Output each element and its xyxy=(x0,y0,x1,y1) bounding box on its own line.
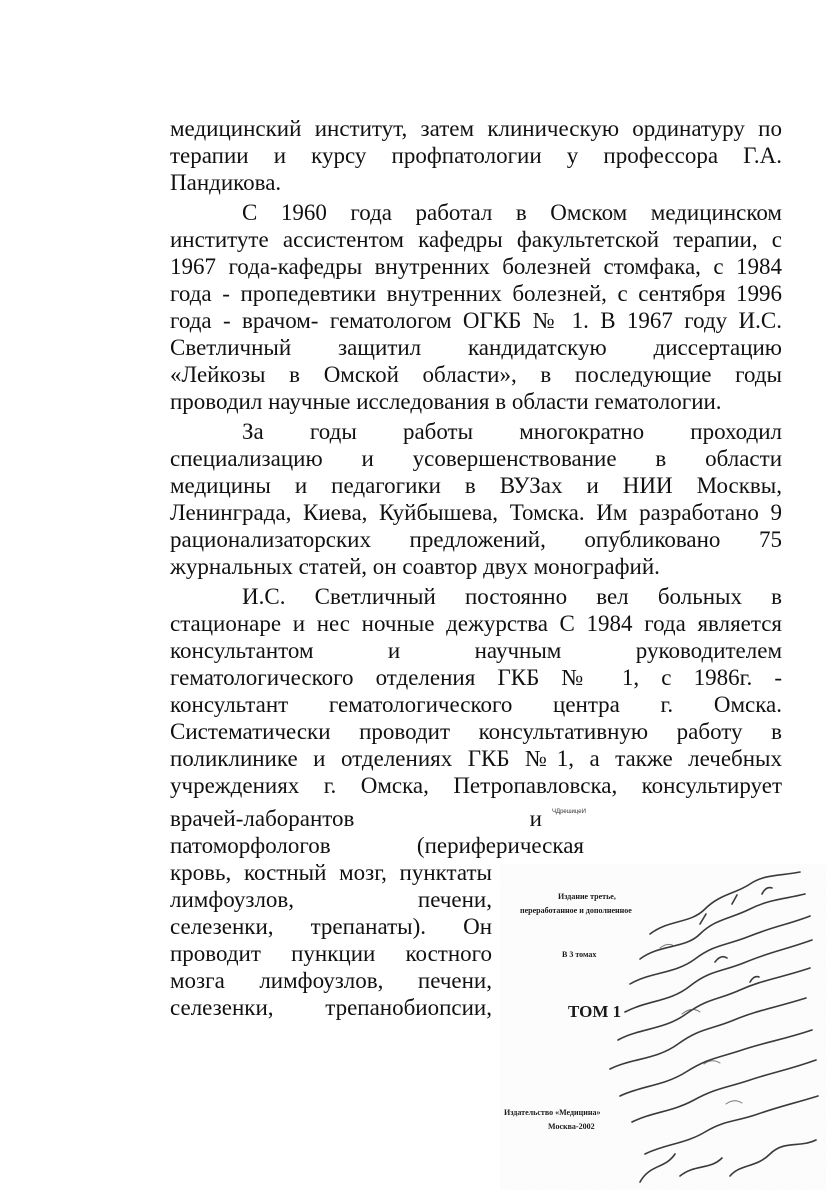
text-line: медицины и педагогики в ВУЗах и НИИ Москвы, xyxy=(170,473,782,498)
text-line: патоморфологов (периферическая xyxy=(170,833,584,858)
text-line: Систематически проводит консультативную работу в xyxy=(170,719,782,744)
text-line: И.С. Светличный постоянно вел больных в xyxy=(242,584,782,609)
text-line: институте ассистентом кафедры факультетской терапии, с xyxy=(170,227,782,252)
text-line: Ленинграда, Киева, Куйбышева, Томска. Им разработано 9 xyxy=(170,500,782,525)
text-line: проводит пункции костного xyxy=(170,941,492,966)
text-line: врачей-лаборантов и xyxy=(170,806,542,831)
text-line: года - врачом- гематологом ОГКБ № 1. В 1967 году И.С. xyxy=(170,308,782,333)
text-line: консультантом и научным руководителем xyxy=(170,638,782,663)
text-line: гематологического отделения ГКБ № 1, с 1986г. - xyxy=(170,665,782,690)
margin-note: ЧДрешицеИ xyxy=(552,809,586,815)
text-line: учреждениях г. Омска, Петропавловска, консультирует xyxy=(170,773,782,798)
text-line: лимфоузлов, печени, xyxy=(170,887,492,912)
text-line: журнальных статей, он соавтор двух монографий. xyxy=(170,554,660,579)
text-line: 1967 года-кафедры внутренних болезней стомфака, с 1984 xyxy=(170,254,782,279)
text-line: стационаре и нес ночные дежурства С 1984 года является xyxy=(170,611,782,636)
book-volume-title: ТОМ 1 xyxy=(568,1002,622,1021)
text-line: селезенки, трепанобиопсии, xyxy=(170,995,492,1020)
text-line: селезенки, трепанаты). Он xyxy=(170,914,492,939)
text-line: консультант гематологического центра г. Омска. xyxy=(170,692,782,717)
text-line: терапии и курсу профпатологии у профессора Г.А. xyxy=(170,143,782,168)
text-line: С 1960 года работал в Омском медицинском xyxy=(242,200,782,225)
book-city-year: Москва-2002 xyxy=(548,1122,595,1131)
text-line: рационализаторских предложений, опубликовано 75 xyxy=(170,527,782,552)
book-volumes-label: В 3 томах xyxy=(562,950,597,959)
book-publisher: Издательство «Медицина» xyxy=(504,1108,601,1117)
text-line: кровь, костный мозг, пунктаты xyxy=(170,860,492,885)
text-line: специализацию и усовершенствование в области xyxy=(170,446,782,471)
book-edition-label: Издание третье, xyxy=(558,892,616,901)
text-line: проводил научные исследования в области гематологии. xyxy=(170,389,722,414)
text-line: Пандикова. xyxy=(170,170,282,195)
text-line: года - пропедевтики внутренних болезней, с сентября 1996 xyxy=(170,281,782,306)
book-title-page-image xyxy=(500,864,826,1190)
text-line: Светличный защитил кандидатскую диссертацию xyxy=(170,335,782,360)
text-line: мозга лимфоузлов, печени, xyxy=(170,968,492,993)
book-edition-note: переработанное и дополненное xyxy=(520,906,632,915)
text-line: медицинский институт, затем клиническую ординатуру по xyxy=(170,116,782,141)
text-line: За годы работы многократно проходил xyxy=(242,419,782,444)
text-line: «Лейкозы в Омской области», в последующие годы xyxy=(170,362,782,387)
text-line: поликлинике и отделениях ГКБ №1, а также лечебных xyxy=(170,746,782,771)
